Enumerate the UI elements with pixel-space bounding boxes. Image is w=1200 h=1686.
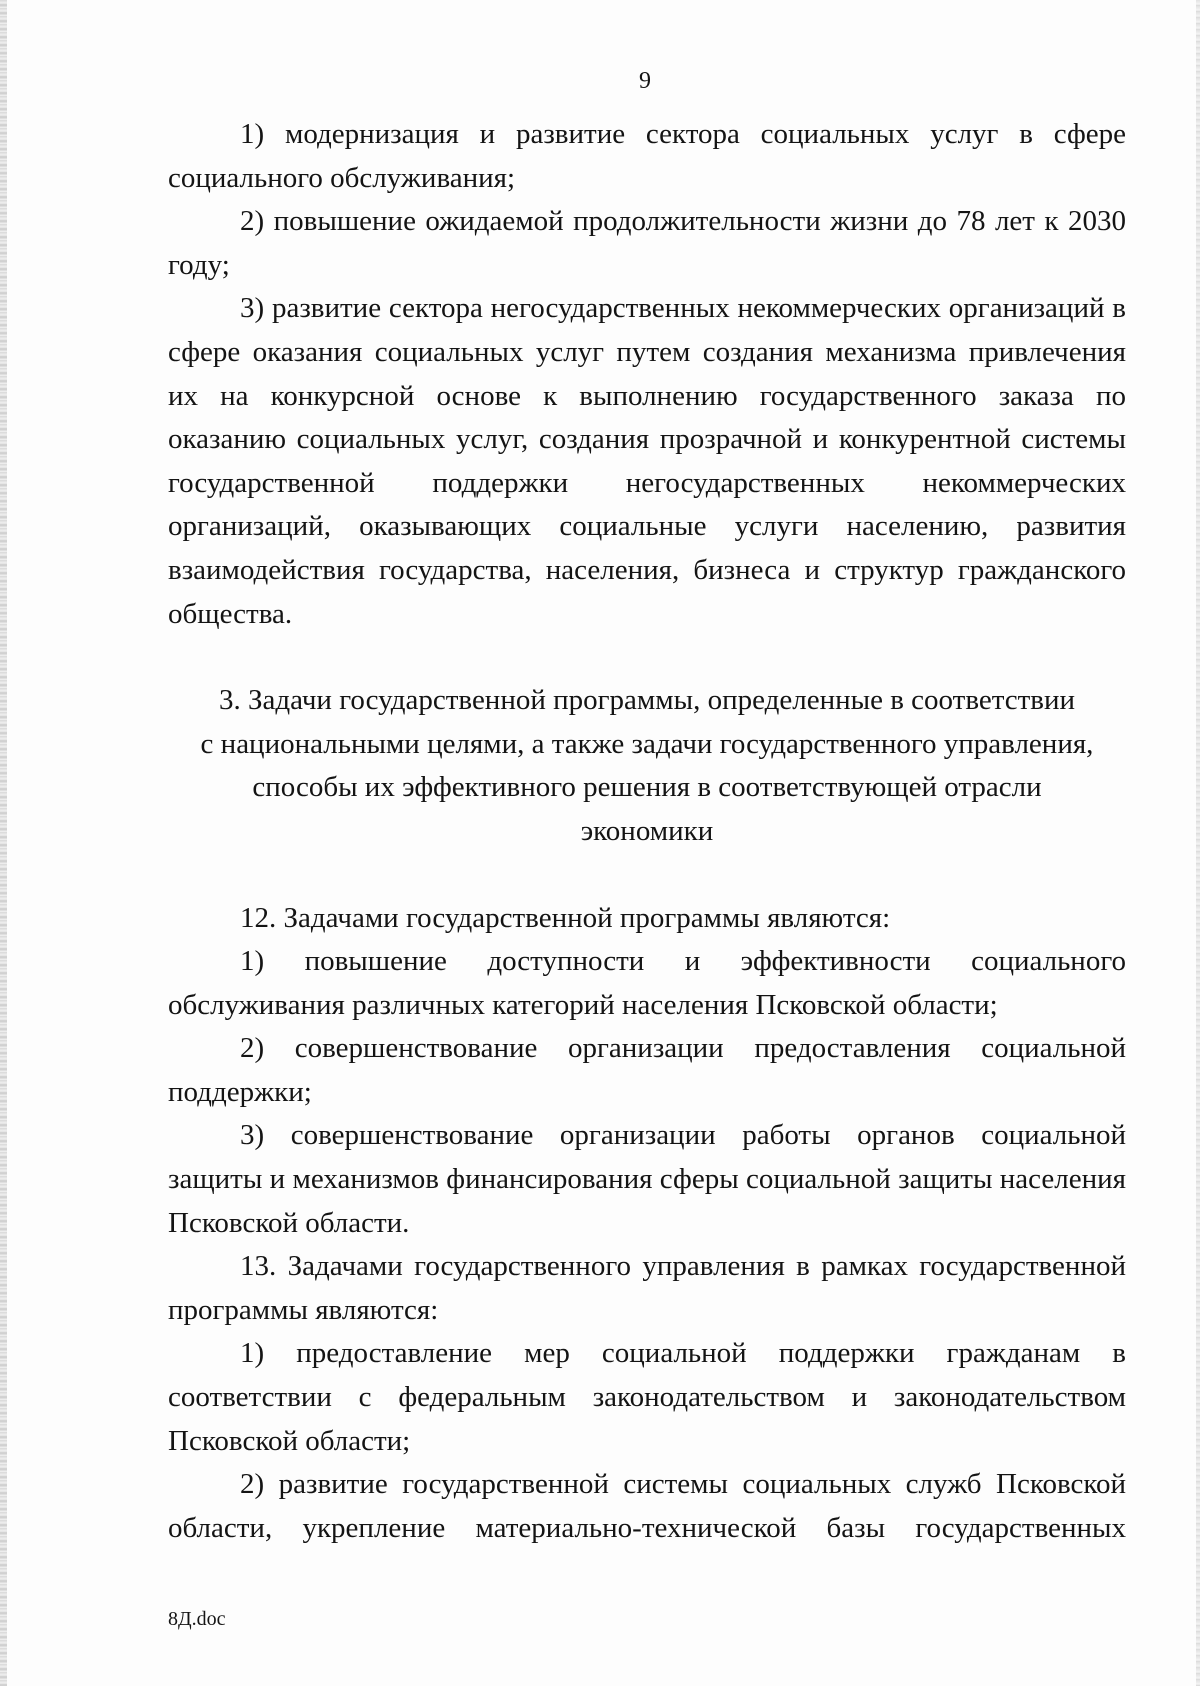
section-heading-line: экономики [580,814,714,847]
section-heading-line: с национальными целями, а также задачи государственного управления, [200,727,1094,760]
scan-edge-right [1196,0,1200,1686]
paragraph-12-intro: 12. Задачами государственной программы являются: [240,901,891,934]
paragraph-12-item-1: 1) повышение доступности и эффективности социального обслуживания различных категорий населения Псковской области; [168,945,1126,1021]
paragraph-12-item-2: 2) совершенствование организации предоставления социальной поддержки; [168,1032,1126,1108]
paragraph-12-item-3: 3) совершенствование организации работы органов социальной защиты и механизмов финансирования сферы социальной защиты населения Псковской области. [168,1119,1126,1239]
scan-edge-left [0,0,7,1686]
page-number: 9 [639,68,651,94]
paragraph-13-item-2: 2) развитие государственной системы социальных служб Псковской области, укрепление материально-технической базы государственных [168,1468,1126,1544]
file-name-footer: 8Д.doc [168,1608,226,1630]
paragraph-13-item-1: 1) предоставление мер социальной поддержки гражданам в соответствии с федеральным законодательством и законодательством Псковской области; [168,1337,1126,1457]
section-heading-line: способы их эффективного решения в соответствующей отрасли [252,771,1042,804]
paragraph-13-intro: 13. Задачами государственного управления в рамках государственной программы являются: [168,1250,1126,1326]
paragraph-item-1: 1) модернизация и развитие сектора социальных услуг в сфере социального обслуживания; [168,118,1126,194]
paragraph-item-3: 3) развитие сектора негосударственных некоммерческих организаций в сфере оказания социальных услуг путем создания механизма привлечения их на конкурсной основе к выполнению государственного заказа по оказанию социальных услуг, создания прозрачной и конкурентной системы государственной поддержки негосударственных некоммерческих организаций, оказывающих социальные услуги населению, развития взаимодействия государства, населения, бизнеса и структур гражданского общества. [168,292,1126,630]
section-heading-line: 3. Задачи государственной программы, определенные в соответствии [218,684,1076,717]
section-heading [168,679,1126,853]
paragraph-item-2: 2) повышение ожидаемой продолжительности жизни до 78 лет к 2030 году; [168,205,1126,281]
document-body [168,113,1126,1550]
